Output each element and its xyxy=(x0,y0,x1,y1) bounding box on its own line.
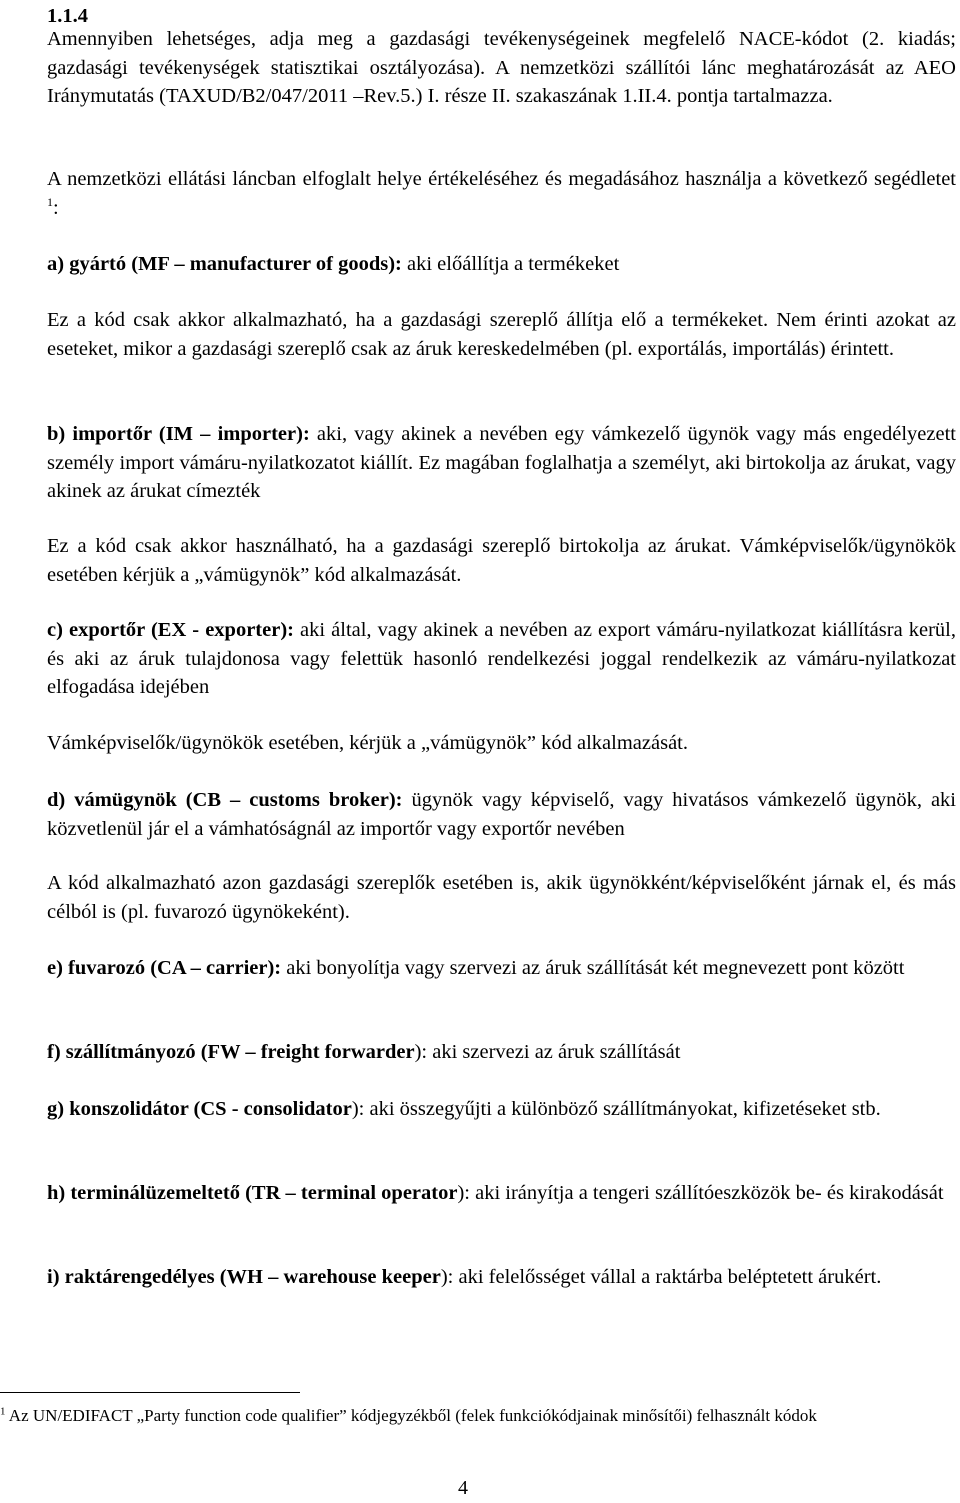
item-definition: aki, vagy akinek a nevében egy vámkezelő ügynök vagy más engedélyezett személy import vámáru-nyilatkozatot kiállít. Ez magában foglalhatja a személyt, aki birtokolja az árukat, vagy akinek az árukat címezték xyxy=(47,423,956,502)
item-term: d) vámügynök (CB – customs broker): xyxy=(47,789,403,811)
item-carrier xyxy=(47,954,956,983)
item-definition: aki által, vagy akinek a nevében az export vámáru-nyilatkozat kiállításra kerül, és aki az áruk tulajdonosa vagy felettük hasonló rendelkezési joggal rendelkezik az vámáru-nyilatkozat elfogadása idejében xyxy=(47,619,956,698)
footnote-reference: 1 xyxy=(47,194,53,209)
item-term: h) terminálüzemeltető (TR – terminal operator xyxy=(47,1182,458,1204)
item-term-end: ): xyxy=(440,1266,454,1288)
item-definition: aki irányítja a tengeri szállítóeszközök be- és kirakodását xyxy=(469,1182,944,1204)
item-importer xyxy=(47,420,956,506)
footnote-text: Az UN/EDIFACT „Party function code qualifier” kódjegyzékből (felek funkciókódjainak minősítői) felhasznált kódok xyxy=(5,1406,817,1425)
item-definition: ügynök vagy képviselő, vagy hivatásos vámkezelő ügynök, aki közvetlenül jár el a vámhatóságnál az importőr vagy exportőr nevében xyxy=(47,789,956,840)
lead-text: A nemzetközi ellátási láncban elfoglalt helye értékeléséhez és megadásához használja a következő segédletet xyxy=(47,168,956,190)
item-term: i) raktárengedélyes (WH – warehouse keeper xyxy=(47,1266,441,1288)
item-definition: aki szervezi az áruk szállítását xyxy=(427,1041,681,1063)
item-definition: aki összegyűjti a különböző szállítmányokat, kifizetéseket stb. xyxy=(364,1098,881,1120)
item-term-end: ): xyxy=(457,1182,470,1204)
item-terminal-operator xyxy=(47,1179,956,1208)
item-term-end: ): xyxy=(351,1098,365,1120)
item-term: a) gyártó (MF – manufacturer of goods): xyxy=(47,253,402,275)
footnote xyxy=(0,1404,900,1428)
item-term: b) importőr (IM – importer): xyxy=(47,423,310,445)
item-customs-broker xyxy=(47,786,956,843)
item-exporter xyxy=(47,616,956,702)
item-customs-broker-note: A kód alkalmazható azon gazdasági szereplők esetében is, akik ügynökként/képviselőként járnak el, és más célból is (pl. fuvarozó ügynökeként). xyxy=(47,872,956,923)
lead-paragraph xyxy=(47,165,956,222)
item-manufacturer xyxy=(47,250,956,279)
intro-paragraph: Amennyiben lehetséges, adja meg a gazdasági tevékenységeinek megfelelő NACE-kódot (2. kiadás; gazdasági tevékenységek statisztikai osztályozása). A nemzetközi szállítói lánc meghatározását az AEO Iránymutatás (TAXUD/B2/047/2011 –Rev.5.) I. része II. szakaszának 1.II.4. pontja tartalmazza. xyxy=(47,28,956,107)
item-consolidator xyxy=(47,1095,956,1124)
item-manufacturer-note: Ez a kód csak akkor alkalmazható, ha a gazdasági szereplő állítja elő a termékeket. Nem érinti azokat az eseteket, mikor a gazdasági szereplő csak az áruk kereskedelmében (pl. exportálás, importálás) érintett. xyxy=(47,309,956,360)
item-warehouse-keeper xyxy=(47,1263,956,1292)
page-number: 4 xyxy=(458,1477,468,1499)
item-exporter-note: Vámképviselők/ügynökök esetében, kérjük a „vámügynök” kód alkalmazását. xyxy=(47,732,688,754)
footnote-marker: 1 xyxy=(0,1405,6,1418)
footnote-separator xyxy=(0,1392,300,1393)
item-term: c) exportőr (EX - exporter): xyxy=(47,619,294,641)
item-term-end: ): xyxy=(414,1041,428,1063)
item-definition: aki bonyolítja vagy szervezi az áruk szállítását két megnevezett pont között xyxy=(281,957,905,979)
item-freight-forwarder xyxy=(47,1038,956,1067)
section-number: 1.1.4 xyxy=(47,5,88,27)
item-term: f) szállítmányozó (FW – freight forwarder xyxy=(47,1041,415,1063)
item-importer-note: Ez a kód csak akkor használható, ha a gazdasági szereplő birtokolja az árukat. Vámképviselők/ügynökök esetében kérjük a „vámügynök” kód alkalmazását. xyxy=(47,535,956,586)
lead-colon: : xyxy=(53,196,59,219)
item-definition: aki előállítja a termékeket xyxy=(401,253,620,275)
item-definition: aki felelősséget vállal a raktárba beléptetett árukért. xyxy=(453,1266,882,1288)
item-term: e) fuvarozó (CA – carrier): xyxy=(47,957,282,979)
item-term: g) konszolidátor (CS - consolidator xyxy=(47,1098,352,1120)
